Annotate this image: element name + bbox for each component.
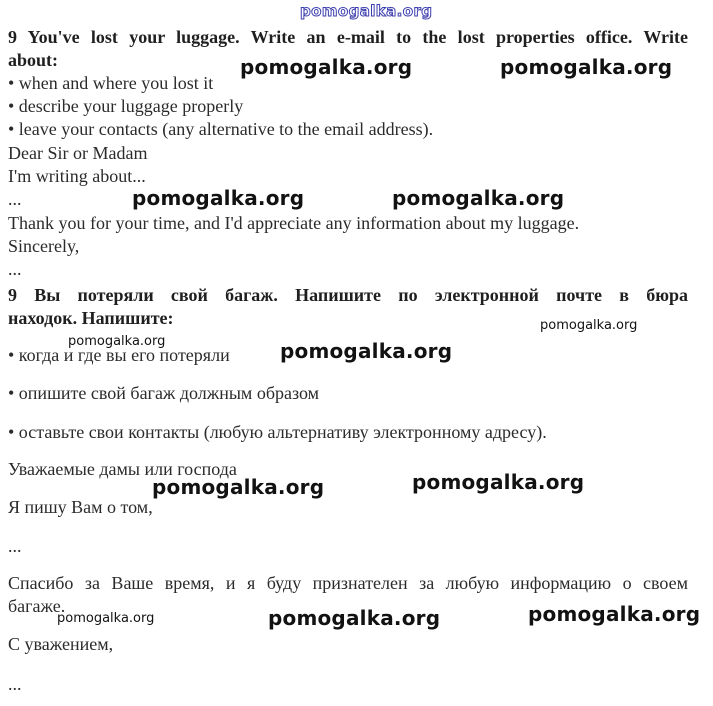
russian-thanks-line1: Спасибо за Ваше время, и я буду признателен за любую информацию о своем	[8, 573, 688, 593]
english-greeting: Dear Sir or Madam	[8, 143, 148, 163]
english-heading-line2: about:	[8, 50, 59, 70]
russian-heading-line1: 9 Вы потеряли свой багаж. Напишите по электронной почте в бюра	[8, 285, 688, 305]
russian-bullet-describe: • опишите свой багаж должным образом	[8, 383, 320, 403]
watermark: pomogalka.org	[57, 611, 155, 626]
english-ellipsis-2: ...	[8, 259, 22, 279]
russian-thanks-line2: багаже.	[8, 596, 66, 616]
watermark: pomogalka.org	[412, 470, 585, 494]
russian-greeting: Уважаемые дамы или господа	[8, 459, 237, 479]
english-ellipsis-1: ...	[8, 189, 22, 209]
english-bullet-describe: • describe your luggage properly	[8, 96, 244, 116]
english-bullet-when-where: • when and where you lost it	[8, 73, 214, 93]
watermark: pomogalka.org	[540, 318, 638, 333]
english-intro: I'm writing about...	[8, 166, 146, 186]
russian-bullet-when-where: • когда и где вы его потеряли	[8, 345, 230, 365]
watermark: pomogalka.org	[132, 186, 305, 210]
russian-intro: Я пишу Вам о том,	[8, 497, 153, 517]
russian-bullet-contacts: • оставьте свои контакты (любую альтернативу электронному адресу).	[8, 422, 547, 442]
watermark: pomogalka.org	[240, 55, 413, 79]
russian-closing: С уважением,	[8, 634, 114, 654]
english-thanks: Thank you for your time, and I'd appreciate any information about my luggage.	[8, 213, 580, 233]
watermark: pomogalka.org	[500, 55, 673, 79]
watermark-top: pomogalka.org	[300, 2, 433, 20]
watermark: pomogalka.org	[152, 475, 325, 499]
watermark: pomogalka.org	[392, 186, 565, 210]
watermark: pomogalka.org	[528, 602, 701, 626]
english-heading-line1: 9 You've lost your luggage. Write an e-mail to the lost properties office. Write	[8, 27, 688, 47]
watermark: pomogalka.org	[280, 339, 453, 363]
english-closing: Sincerely,	[8, 236, 80, 256]
english-bullet-contacts: • leave your contacts (any alternative to the email address).	[8, 119, 434, 139]
russian-heading-line2: находок. Напишите:	[8, 308, 174, 328]
russian-ellipsis-2: ...	[8, 674, 22, 694]
russian-ellipsis-1: ...	[8, 536, 22, 556]
watermark: pomogalka.org	[268, 606, 441, 630]
watermark: pomogalka.org	[68, 334, 166, 349]
